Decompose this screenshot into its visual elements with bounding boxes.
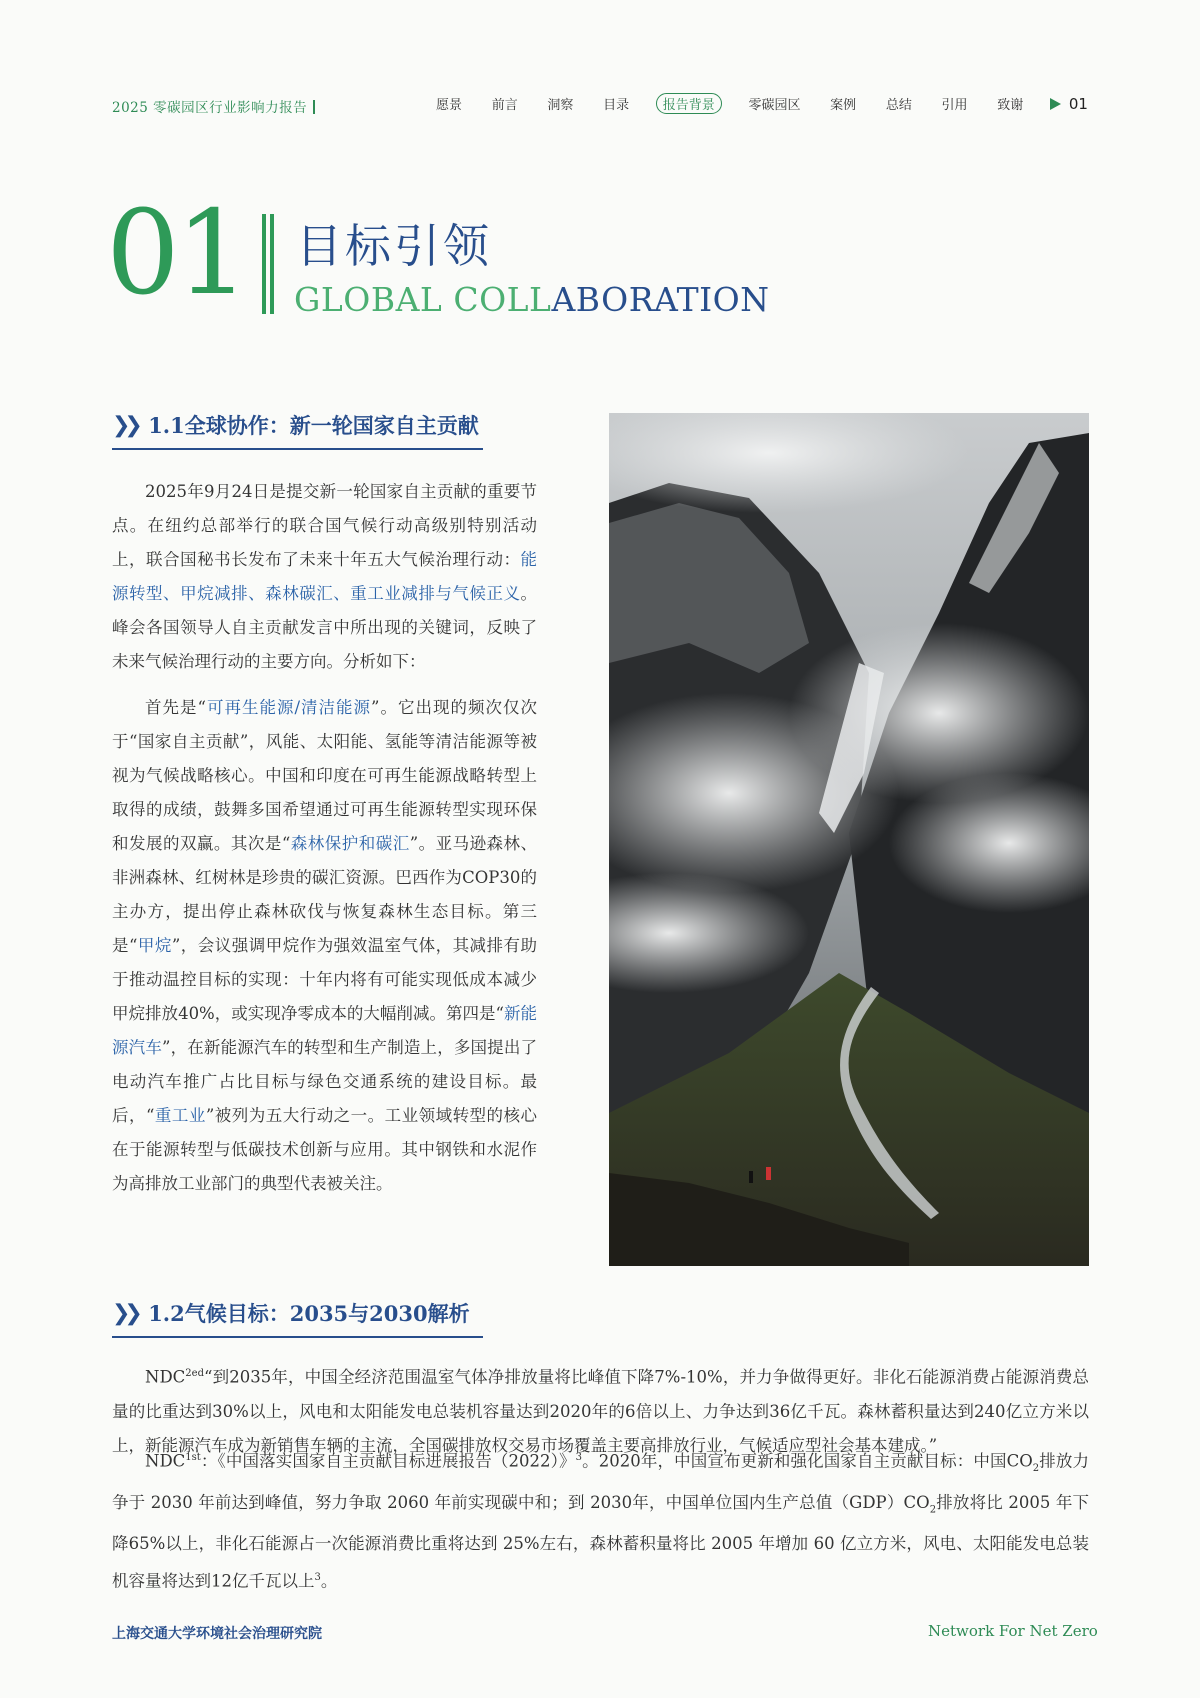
nav-item-summary[interactable]: 总结: [885, 98, 912, 113]
paragraph: 2025年9月24日是提交新一轮国家自主贡献的重要节点。在纽约总部举行的联合国气候行动高级别特别活动上，联合国秘书长发布了未来十年五大气候治理行动：能源转型、甲烷减排、森林碳汇、重工业减排与气候正义。峰会各国领导人自主贡献发言中所出现的关键词，反映了未来气候治理行动的主要方向。分析如下：: [112, 482, 537, 671]
chapter-title: 目标引领: [296, 219, 492, 273]
footer-network: Network For Net Zero: [928, 1622, 1098, 1640]
double-chevron-icon: ❯❯: [112, 412, 137, 438]
page-number: 01: [1068, 94, 1088, 113]
top-nav: [433, 93, 1088, 114]
page-indicator: [1050, 95, 1088, 113]
ndc-2035-paragraph: $NDC^{2ed}“$到2035年，中国全经济范围温室气体净排放量将比峰值下降7%-10%，并力争做得更好。非化石能源消费占能源消费总量的比重达到30%以上，风电和太阳能发电总装机容量达到2020年的6倍以上、力争达到36亿千瓦。森林蓄积量达到240亿立方米以上，新能源汽车成为新销售车辆的主流，全国碳排放权交易市场覆盖主要高排放行业，气候适应型社会基本建成。”: [112, 1367, 1089, 1455]
section-heading-2: ❯❯ 1.2气候目标：2035与2030解析: [112, 1298, 483, 1338]
nav-item-vision[interactable]: 愿景: [436, 98, 463, 113]
nav-item-cases[interactable]: 案例: [830, 98, 857, 113]
nav-item-zero-carbon-park[interactable]: 零碳园区: [748, 98, 801, 113]
double-chevron-icon: ❯❯: [112, 1300, 137, 1326]
chapter-number: 01: [106, 186, 246, 321]
nav-item-background[interactable]: 报告背景: [656, 93, 722, 114]
play-icon: [1050, 98, 1061, 110]
report-title: 2025 零碳园区行业影响力报告: [112, 96, 315, 116]
nav-item-acknowledgements[interactable]: 致谢: [997, 98, 1024, 113]
footer-institution: 上海交通大学环境社会治理研究院: [112, 1626, 322, 1642]
mountain-photo: [609, 413, 1089, 1266]
chapter-divider: [262, 214, 276, 314]
paragraph: 首先是“可再生能源/清洁能源”。它出现的频次仅次于“国家自主贡献”，风能、太阳能、氢能等清洁能源等被视为气候战略核心。中国和印度在可再生能源战略转型上取得的成绩，鼓舞多国希望通过可再生能源转型实现环保和发展的双赢。其次是“森林保护和碳汇”。亚马逊森林、非洲森林、红树林是珍贵的碳汇资源。巴西作为COP30的主办方，提出停止森林砍伐与恢复森林生态目标。第三是“甲烷”，会议强调甲烷作为强效温室气体，其减排有助于推动温控目标的实现：十年内将有可能实现低成本减少甲烷排放40%，或实现净零成本的大幅削减。第四是“新能源汽车”，在新能源汽车的转型和生产制造上，多国提出了电动汽车推广占比目标与绿色交通系统的建设目标。最后，“重工业”被列为五大行动之一。工业领域转型的核心在于能源转型与低碳技术创新与应用。其中钢铁和水泥作为高排放工业部门的典型代表被关注。: [112, 698, 538, 1193]
nav-item-insight[interactable]: 洞察: [547, 98, 574, 113]
title-divider: [313, 100, 315, 114]
ndc-2030-paragraph: $NDC^{1st}$：《中国落实国家自主贡献目标进展报告（2022）》$^3$。2020年，中国宣布更新和强化国家自主贡献目标：中国$CO_2$排放力争于 2030 年前达到峰值，努力争取 2060 年前实现碳中和；到 2030年，中国单位国内生产总值$(GDP)CO_2$排放将比 2005 年下降65%以上，非化石能源占一次能源消费比重将达到 25%左右，森林蓄积量将比 2005 年增加 60 亿立方米，风电、太阳能发电总装机容量将达到12亿千瓦以上$^3$。: [112, 1451, 1089, 1591]
nav-item-references[interactable]: 引用: [941, 98, 968, 113]
section-heading-1: ❯❯ 1.1全球协作：新一轮国家自主贡献: [112, 410, 483, 450]
section1-body: [112, 475, 537, 1213]
nav-item-preface[interactable]: 前言: [491, 98, 518, 113]
chapter-subtitle: GLOBAL COLLABORATION: [294, 280, 770, 319]
nav-item-contents[interactable]: 目录: [603, 98, 630, 113]
